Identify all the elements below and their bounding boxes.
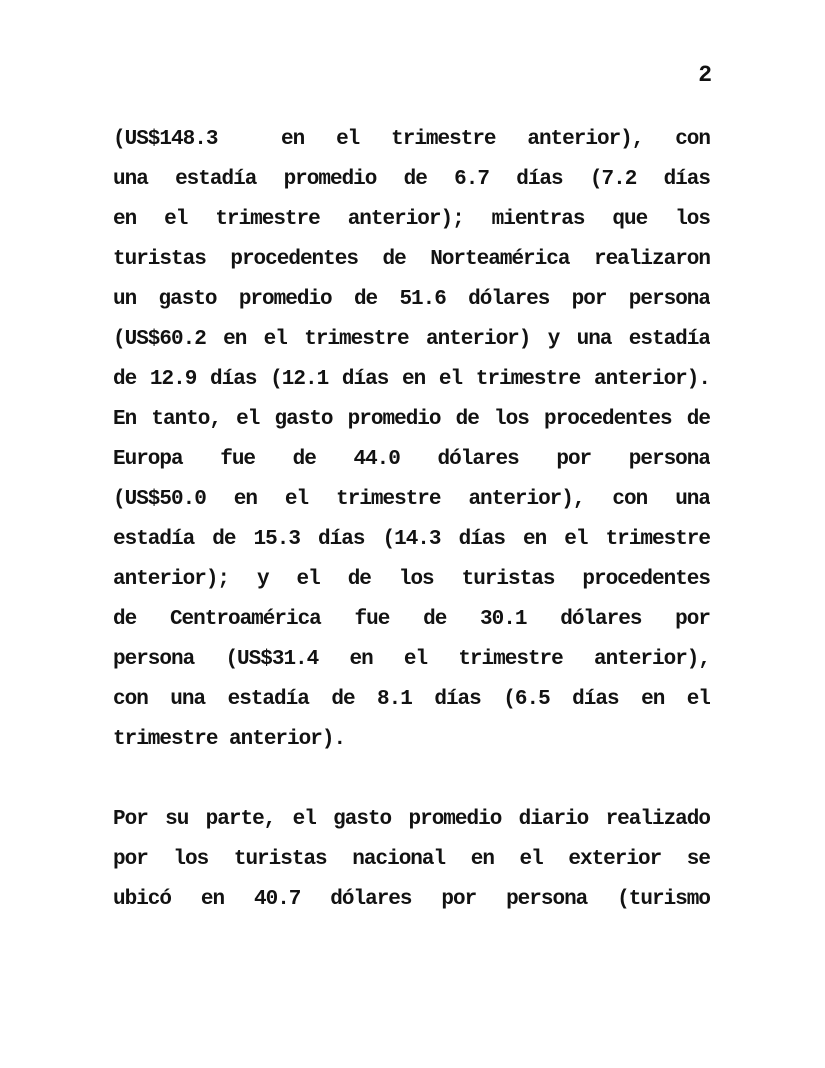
text-line: ubicó en 40.7 dólares por persona (turismo xyxy=(113,888,710,911)
text-line: turistas procedentes de Norteamérica realizaron xyxy=(113,248,710,271)
text-line: de 12.9 días (12.1 días en el trimestre anterior). xyxy=(113,368,710,391)
text-line: (US$50.0 en el trimestre anterior), con una xyxy=(113,488,710,511)
text-line: Europa fue de 44.0 dólares por persona xyxy=(113,448,710,471)
text-line: con una estadía de 8.1 días (6.5 días en el xyxy=(113,688,710,711)
text-line: una estadía promedio de 6.7 días (7.2 días xyxy=(113,168,710,191)
paragraph-1 xyxy=(113,120,710,760)
text-line: estadía de 15.3 días (14.3 días en el trimestre xyxy=(113,528,710,551)
document-body xyxy=(113,120,710,920)
text-line: trimestre anterior). xyxy=(113,728,346,751)
text-line: de Centroamérica fue de 30.1 dólares por xyxy=(113,608,710,631)
text-line: en el trimestre anterior); mientras que los xyxy=(113,208,710,231)
text-line: anterior); y el de los turistas procedentes xyxy=(113,568,710,591)
text-line: un gasto promedio de 51.6 dólares por persona xyxy=(113,288,710,311)
text-line: por los turistas nacional en el exterior se xyxy=(113,848,710,871)
page-number: 2 xyxy=(698,62,711,88)
text-line: persona (US$31.4 en el trimestre anterior), xyxy=(113,648,710,671)
text-line: Por su parte, el gasto promedio diario realizado xyxy=(113,808,710,831)
paragraph-2 xyxy=(113,800,710,920)
text-line: En tanto, el gasto promedio de los procedentes de xyxy=(113,408,710,431)
text-line: (US$60.2 en el trimestre anterior) y una estadía xyxy=(113,328,710,351)
text-line: (US$148.3 en el trimestre anterior), con xyxy=(113,128,710,151)
